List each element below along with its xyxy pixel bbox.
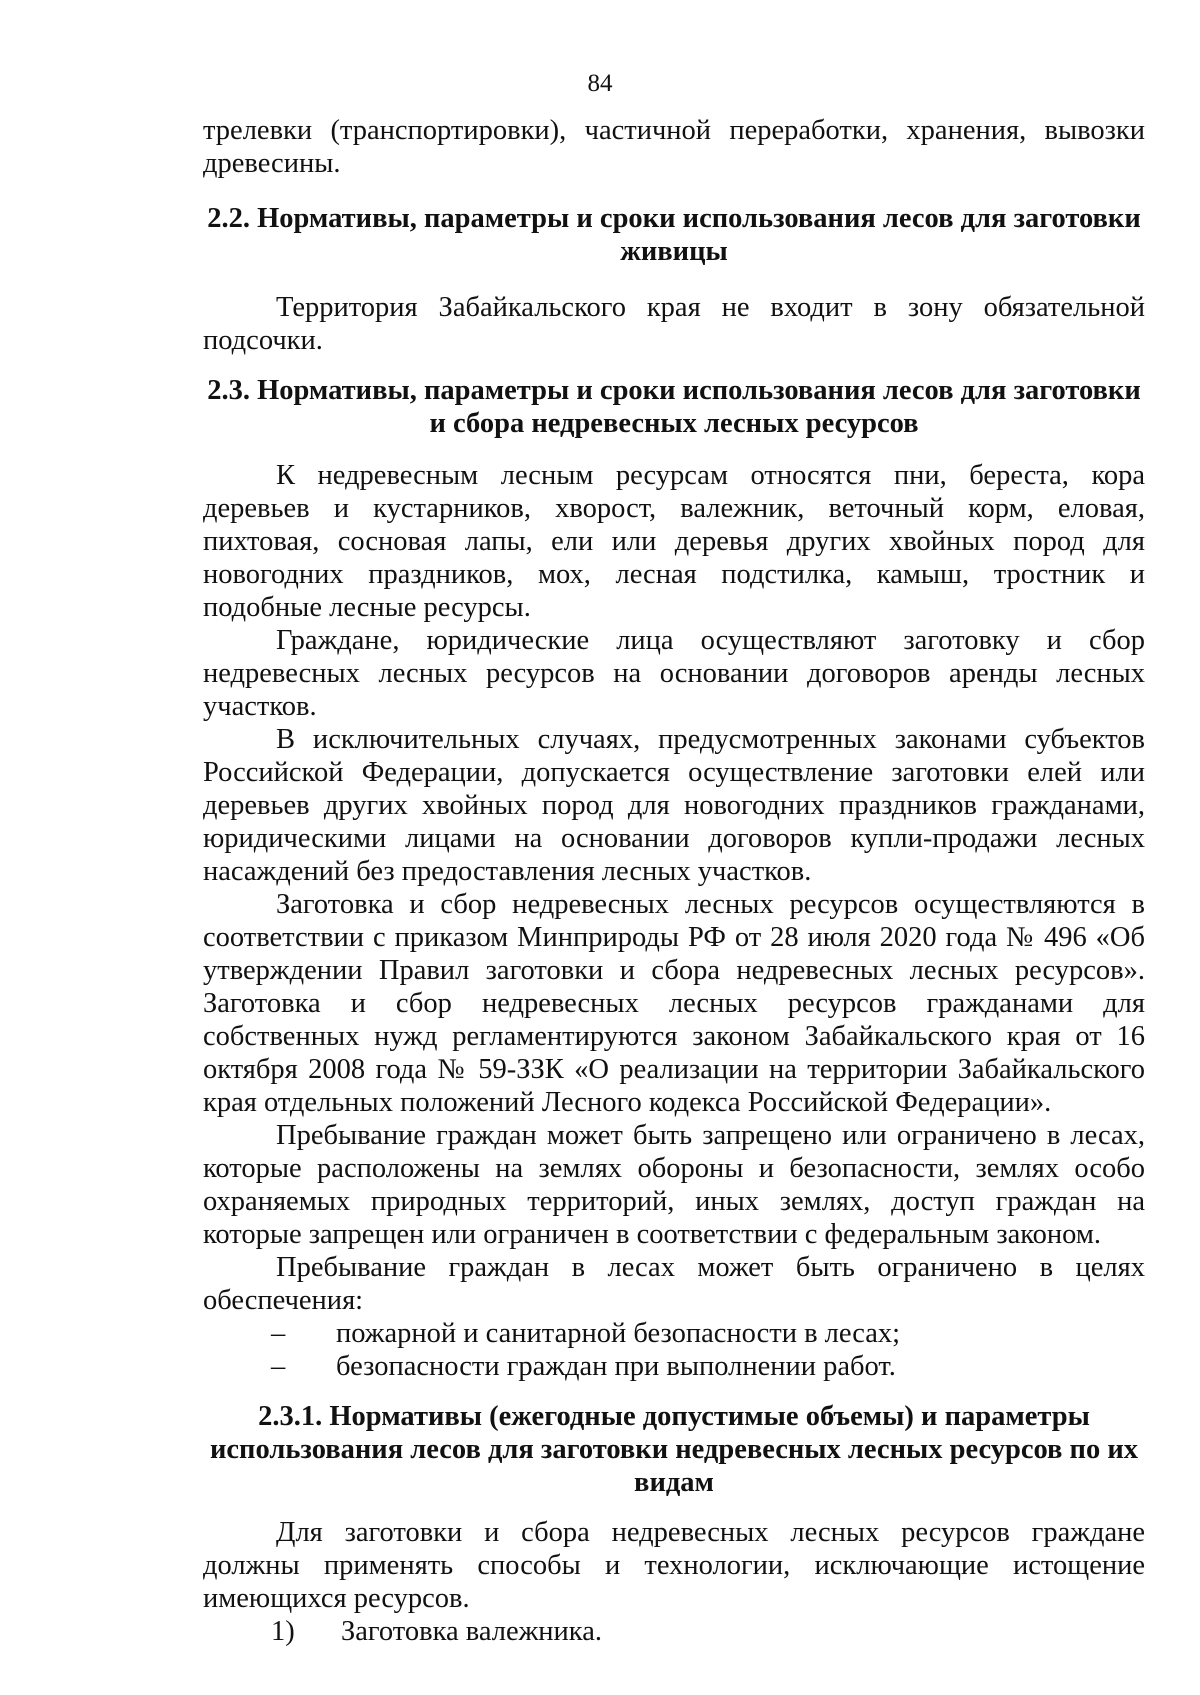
intro-paragraph: трелевки (транспортировки), частичной переработки, хранения, вывозки древесины. (203, 115, 1145, 179)
bullet-text: пожарной и санитарной безопасности в лесах; (336, 1318, 901, 1349)
bullet-dash: – (271, 1351, 286, 1382)
numbered-item (203, 1615, 1145, 1648)
item-text: Заготовка валежника. (341, 1616, 602, 1647)
section-2-2-heading: 2.2. Нормативы, параметры и сроки использования лесов для заготовки живицы (207, 203, 1141, 267)
section-2-3-paragraph: Пребывание граждан может быть запрещено или ограничено в лесах, которые расположены на землях обороны и безопасности, землях особо охраняемых природных территорий, иных землях, доступ граждан на которые запрещен или ограничен в соответствии с федеральным законом. (203, 1120, 1145, 1250)
bullet-text: безопасности граждан при выполнении работ. (336, 1351, 896, 1382)
page-content (203, 114, 1145, 1648)
section-2-3-1-heading: 2.3.1. Нормативы (ежегодные допустимые объемы) и параметры использования лесов для заготовки недревесных лесных ресурсов по их видам (209, 1401, 1139, 1498)
item-number: 1) (271, 1616, 295, 1647)
bullet-item (203, 1350, 1145, 1383)
section-2-3-paragraph: Пребывание граждан в лесах может быть ограничено в целях обеспечения: (203, 1252, 1145, 1316)
section-2-3-heading: 2.3. Нормативы, параметры и сроки использования лесов для заготовки и сбора недревесных лесных ресурсов (207, 375, 1141, 439)
section-2-3-paragraph: Заготовка и сбор недревесных лесных ресурсов осуществляются в соответствии с приказом Минприроды РФ от 28 июля 2020 года № 496 «Об утверждении Правил заготовки и сбора недревесных лесных ресурсов». Заготовка и сбор недревесных лесных ресурсов гражданами для собственных нужд регламентируются законом Забайкальского края от 16 октября 2008 года № 59-ЗЗК «О реализации на территории Забайкальского края отдельных положений Лесного кодекса Российской Федерации». (203, 889, 1145, 1118)
bullet-dash: – (271, 1318, 286, 1349)
section-2-2-text: Территория Забайкальского края не входит в зону обязательной подсочки. (203, 292, 1145, 356)
section-2-3-paragraph: К недревесным лесным ресурсам относятся пни, береста, кора деревьев и кустарников, хворост, валежник, веточный корм, еловая, пихтовая, сосновая лапы, ели или деревья других хвойных пород для новогодних праздников, мох, лесная подстилка, камыш, тростник и подобные лесные ресурсы. (203, 460, 1145, 623)
page-number: 84 (587, 70, 613, 97)
bullet-item (203, 1317, 1145, 1350)
section-2-3-paragraph: Граждане, юридические лица осуществляют заготовку и сбор недревесных лесных ресурсов на основании договоров аренды лесных участков. (203, 625, 1145, 722)
section-2-3-1-paragraph: Для заготовки и сбора недревесных лесных ресурсов граждане должны применять способы и технологии, исключающие истощение имеющихся ресурсов. (203, 1517, 1145, 1614)
section-2-3-paragraph: В исключительных случаях, предусмотренных законами субъектов Российской Федерации, допускается осуществление заготовки елей или деревьев других хвойных пород для новогодних праздников гражданами, юридическими лицами на основании договоров купли-продажи лесных насаждений без предоставления лесных участков. (203, 724, 1145, 887)
